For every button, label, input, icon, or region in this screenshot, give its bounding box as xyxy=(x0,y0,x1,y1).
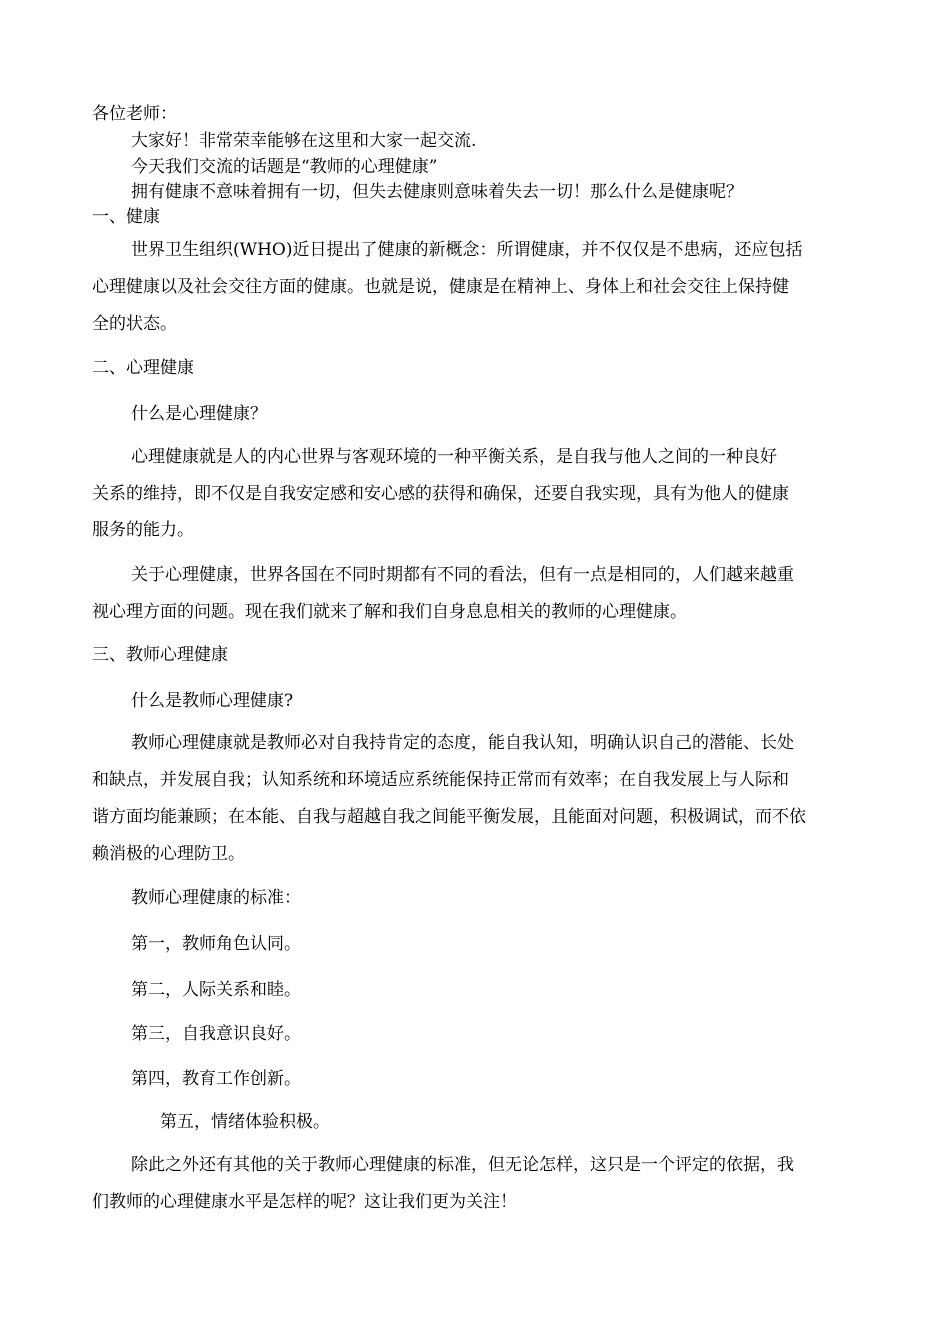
standards-title: 教师心理健康的标准： xyxy=(131,888,301,908)
section2-heading: 二、心理健康 xyxy=(92,358,194,378)
section2-para1-line-3: 服务的能力。 xyxy=(92,520,194,540)
section3-para1-line-2: 和缺点，并发展自我；认知系统和环境适应系统能保持正常而有效率；在自我发展上与人际和 xyxy=(92,770,789,790)
standard-item-2: 第二，人际关系和睦。 xyxy=(131,980,301,1000)
section2-para2-line-1: 关于心理健康，世界各国在不同时期都有不同的看法，但有一点是相同的，人们越来越重 xyxy=(131,565,794,585)
intro-line-2: 今天我们交流的话题是“教师的心理健康” xyxy=(131,157,438,177)
closing-line-2: 们教师的心理健康水平是怎样的呢？这让我们更为关注！ xyxy=(92,1192,517,1212)
section2-question: 什么是心理健康？ xyxy=(131,404,267,424)
section3-question: 什么是教师心理健康? xyxy=(131,691,294,711)
intro-line-3: 拥有健康不意味着拥有一切，但失去健康则意味着失去一切！那么什么是健康呢？ xyxy=(131,182,743,202)
standard-item-1: 第一，教师角色认同。 xyxy=(131,934,301,954)
salutation: 各位老师： xyxy=(92,104,177,124)
section1-para-line-1: 世界卫生组织(WHO)近日提出了健康的新概念：所谓健康，并不仅仅是不患病，还应包括 xyxy=(131,240,803,260)
standard-item-5: 第五，情绪体验积极。 xyxy=(160,1112,330,1132)
section3-para1-line-4: 赖消极的心理防卫。 xyxy=(92,844,245,864)
section3-para1-line-1: 教师心理健康就是教师必对自我持肯定的态度，能自我认知，明确认识自己的潜能、长处 xyxy=(131,733,794,753)
section2-para2-line-2: 视心理方面的问题。现在我们就来了解和我们自身息息相关的教师的心理健康。 xyxy=(92,602,687,622)
intro-line-1: 大家好！非常荣幸能够在这里和大家一起交流. xyxy=(131,131,477,151)
section1-para-line-3: 全的状态。 xyxy=(92,314,177,334)
section3-para1-line-3: 谐方面均能兼顾；在本能、自我与超越自我之间能平衡发展，且能面对问题，积极调试，而不依 xyxy=(92,807,806,827)
section3-heading: 三、教师心理健康 xyxy=(92,645,228,665)
closing-line-1: 除此之外还有其他的关于教师心理健康的标准，但无论怎样，这只是一个评定的依据，我 xyxy=(131,1155,794,1175)
section1-para-line-2: 心理健康以及社会交往方面的健康。也就是说，健康是在精神上、身体上和社会交往上保持健 xyxy=(92,277,789,297)
section1-heading: 一、健康 xyxy=(92,207,160,227)
section2-para1-line-2: 关系的维持，即不仅是自我安定感和安心感的获得和确保，还要自我实现，具有为他人的健康 xyxy=(92,484,789,504)
standard-item-4: 第四，教育工作创新。 xyxy=(131,1069,301,1089)
standard-item-3: 第三，自我意识良好。 xyxy=(131,1024,301,1044)
section2-para1-line-1: 心理健康就是人的内心世界与客观环境的一种平衡关系，是自我与他人之间的一种良好 xyxy=(131,447,777,467)
